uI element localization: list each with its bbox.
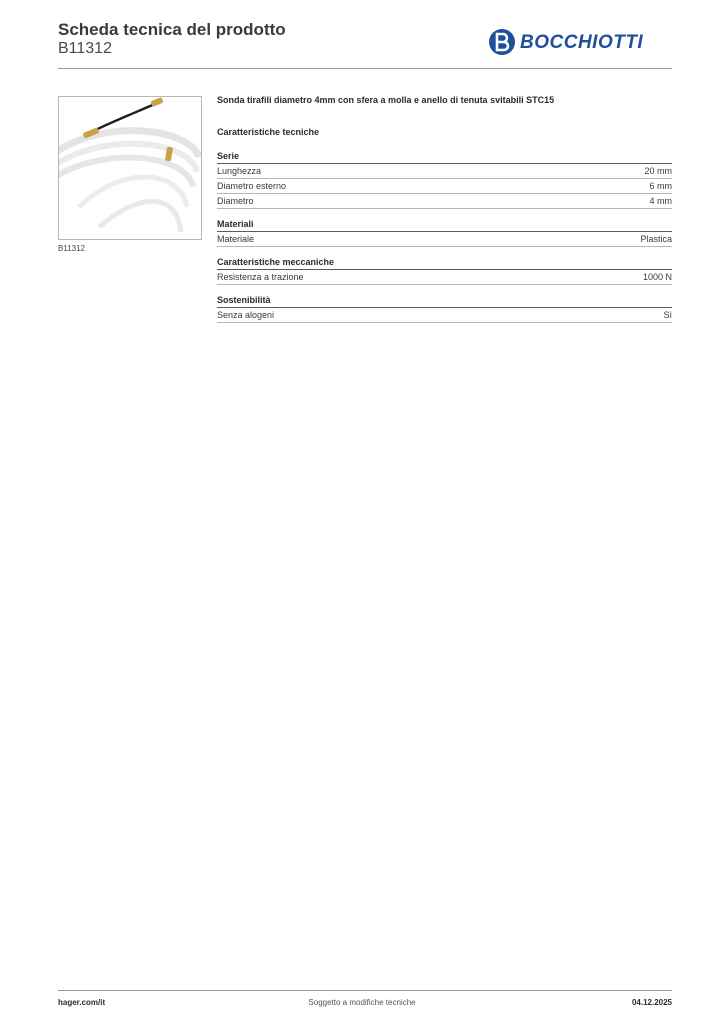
footer-divider (58, 990, 672, 991)
spec-label: Diametro (217, 196, 254, 206)
group-heading: Sostenibilità (217, 295, 672, 308)
spec-label: Lunghezza (217, 166, 262, 176)
spec-group-sostenibilita (217, 295, 672, 323)
spec-label: Resistenza a trazione (217, 272, 304, 282)
product-code: B11312 (58, 40, 112, 57)
spec-value: Sì (663, 310, 672, 320)
spec-label: Materiale (217, 234, 255, 244)
product-photo-icon (59, 97, 201, 239)
footer-disclaimer: Soggetto a modifiche tecniche (308, 998, 416, 1007)
spec-group-serie (217, 151, 672, 209)
specs-content (217, 95, 672, 323)
group-heading: Materiali (217, 219, 672, 232)
header-divider (58, 68, 672, 69)
spec-value: 1000 N (642, 272, 672, 282)
spec-row (217, 270, 672, 285)
product-image (58, 96, 202, 240)
spec-row (217, 194, 672, 209)
logo-text: BOCCHIOTTI (520, 32, 644, 53)
spec-row (217, 164, 672, 179)
spec-value: 4 mm (649, 196, 672, 206)
spec-label: Senza alogeni (217, 310, 275, 320)
spec-value: 20 mm (644, 166, 672, 176)
brand-logo (488, 28, 668, 58)
footer-date: 04.12.2025 (631, 998, 672, 1007)
footer-website: hager.com/it (58, 998, 106, 1007)
product-description: Sonda tirafili diametro 4mm con sfera a molla e anello di tenuta svitabili STC15 (217, 95, 555, 105)
spec-value: Plastica (640, 234, 672, 244)
group-heading: Caratteristiche meccaniche (217, 257, 672, 270)
page-title: Scheda tecnica del prodotto (58, 20, 286, 39)
section-title: Caratteristiche tecniche (217, 127, 320, 137)
logo-emblem-icon (488, 28, 516, 56)
spec-row (217, 232, 672, 247)
group-heading: Serie (217, 151, 672, 164)
spec-group-materiali (217, 219, 672, 247)
spec-row (217, 179, 672, 194)
spec-group-meccaniche (217, 257, 672, 285)
image-caption: B11312 (58, 244, 85, 253)
spec-row (217, 308, 672, 323)
page-header (58, 20, 672, 70)
spec-label: Diametro esterno (217, 181, 287, 191)
spec-value: 6 mm (649, 181, 672, 191)
